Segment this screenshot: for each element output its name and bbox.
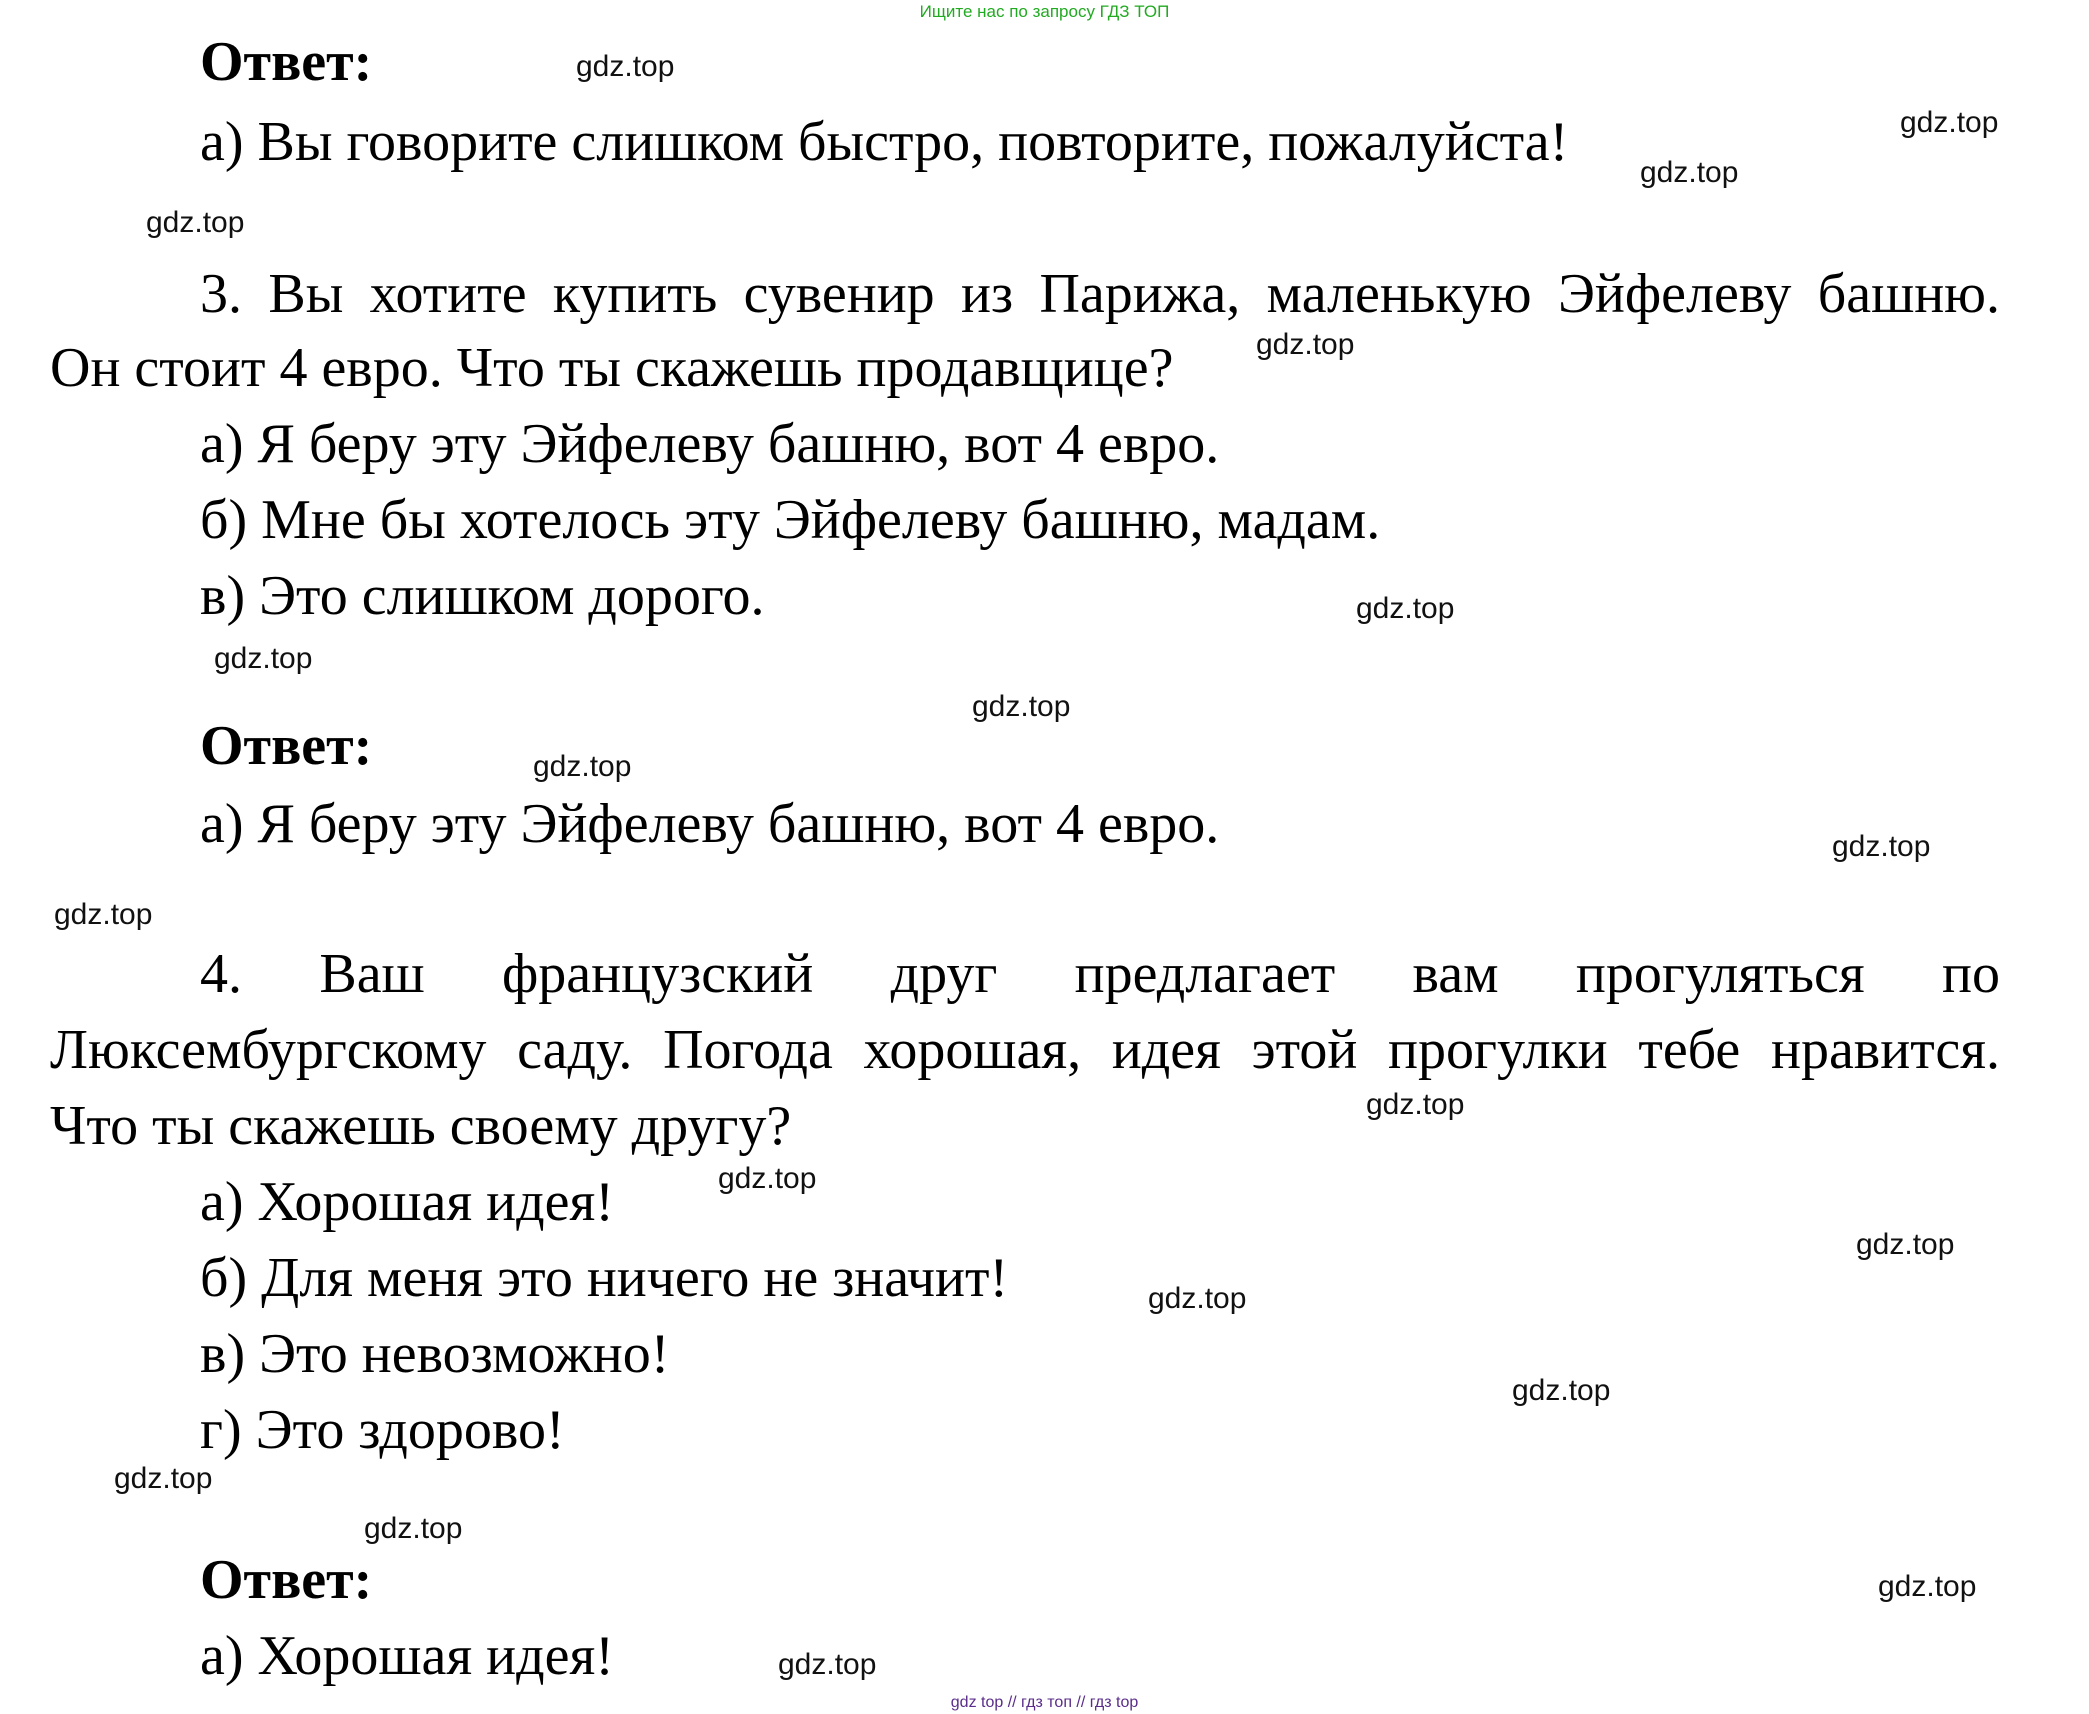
question-4-line-2: Люксембургскому саду. Погода хорошая, идея этой прогулки тебе нравится.: [50, 1019, 2000, 1081]
question-4-line-3: Что ты скажешь своему другу?: [50, 1095, 792, 1157]
watermark: gdz.top: [972, 690, 1071, 723]
answer-label-3: Ответ:: [200, 715, 373, 777]
watermark: gdz.top: [1640, 156, 1739, 189]
question-4-line-1: 4. Ваш французский друг предлагает вам прогуляться по: [200, 943, 2000, 1005]
footer-note: gdz top // гдз топ // гдз top: [950, 1694, 1139, 1711]
question-4-option-c: в) Это невозможно!: [200, 1323, 670, 1385]
question-3-line-2: Он стоит 4 евро. Что ты скажешь продавщице?: [50, 337, 1174, 399]
watermark: gdz.top: [1366, 1088, 1465, 1121]
watermark: gdz.top: [1856, 1228, 1955, 1261]
answer-3-text: а) Я беру эту Эйфелеву башню, вот 4 евро.: [200, 793, 1220, 855]
watermark: gdz.top: [364, 1512, 463, 1545]
question-4-option-b: б) Для меня это ничего не значит!: [200, 1247, 1009, 1309]
watermark: gdz.top: [54, 898, 153, 931]
watermark: gdz.top: [1512, 1374, 1611, 1407]
watermark: gdz.top: [576, 50, 675, 83]
question-3-option-c: в) Это слишком дорого.: [200, 565, 765, 627]
watermark: gdz.top: [214, 642, 313, 675]
answer-label-2: Ответ:: [200, 31, 373, 93]
watermark: gdz.top: [146, 206, 245, 239]
watermark: gdz.top: [778, 1648, 877, 1681]
watermark: gdz.top: [1900, 106, 1999, 139]
question-3-option-b: б) Мне бы хотелось эту Эйфелеву башню, мадам.: [200, 489, 1381, 551]
watermark: gdz.top: [1256, 328, 1355, 361]
watermark: gdz.top: [1356, 592, 1455, 625]
question-4-option-a: а) Хорошая идея!: [200, 1171, 614, 1233]
question-3-line-1: 3. Вы хотите купить сувенир из Парижа, маленькую Эйфелеву башню.: [200, 263, 2000, 325]
question-3-option-a: а) Я беру эту Эйфелеву башню, вот 4 евро.: [200, 413, 1220, 475]
watermark: gdz.top: [1832, 830, 1931, 863]
header-search-note: Ищите нас по запросу ГДЗ ТОП: [919, 2, 1170, 21]
watermark: gdz.top: [1878, 1570, 1977, 1603]
watermark: gdz.top: [718, 1162, 817, 1195]
answer-label-4: Ответ:: [200, 1549, 373, 1611]
question-4-option-d: г) Это здорово!: [200, 1399, 565, 1461]
answer-4-text: а) Хорошая идея!: [200, 1625, 614, 1687]
watermark: gdz.top: [114, 1462, 213, 1495]
answer-2-text: а) Вы говорите слишком быстро, повторите, пожалуйста!: [200, 111, 1569, 173]
watermark: gdz.top: [533, 750, 632, 783]
watermark: gdz.top: [1148, 1282, 1247, 1315]
